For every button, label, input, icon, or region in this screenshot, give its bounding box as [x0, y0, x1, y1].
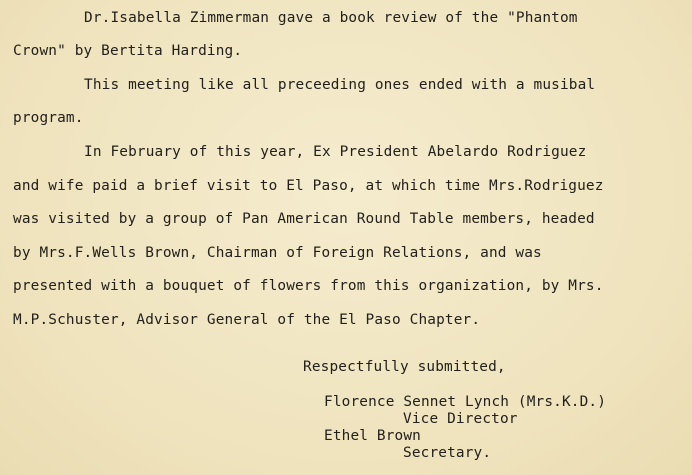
text-line: In February of this year, Ex President Abelardo Rodriguez: [84, 144, 587, 160]
signer-title: Secretary.: [403, 445, 492, 461]
text-line: by Mrs.F.Wells Brown, Chairman of Foreign Relations, and was: [13, 245, 542, 261]
text-line: was visited by a group of Pan American Round Table members, headed: [13, 211, 595, 227]
signer-name: Florence Sennet Lynch (Mrs.K.D.): [324, 394, 607, 410]
signer-title: Vice Director: [403, 411, 518, 427]
closing-salutation: Respectfully submitted,: [303, 359, 506, 375]
text-line: Dr.Isabella Zimmerman gave a book review of the "Phantom: [84, 10, 578, 26]
text-line: and wife paid a brief visit to El Paso, at which time Mrs.Rodriguez: [13, 178, 604, 194]
text-line: M.P.Schuster, Advisor General of the El Paso Chapter.: [13, 312, 481, 328]
text-line: presented with a bouquet of flowers from this organization, by Mrs.: [13, 278, 604, 294]
text-line: This meeting like all preceeding ones ended with a musibal: [84, 77, 596, 93]
text-line: program.: [13, 110, 84, 126]
text-line: Crown" by Bertita Harding.: [13, 43, 243, 59]
signer-name: Ethel Brown: [324, 428, 421, 444]
